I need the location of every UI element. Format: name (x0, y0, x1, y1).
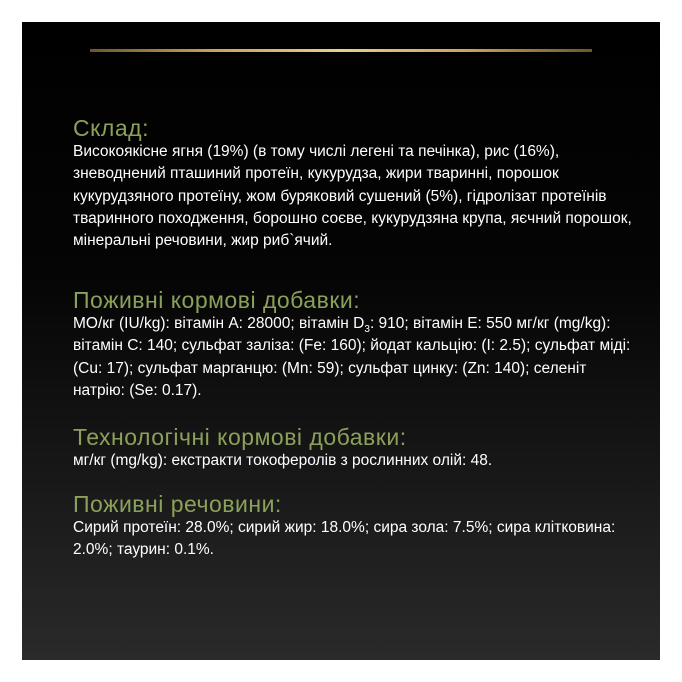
nutritional-additives-text-pre: МО/кг (IU/kg): вітамін А: 28000; вітамін D (73, 315, 365, 332)
nutritional-additives-heading: Поживні кормові добавки: (73, 287, 361, 313)
section-composition (73, 115, 633, 252)
ingredients-panel (22, 22, 660, 660)
nutrients-heading: Поживні речовини: (73, 491, 282, 517)
vitamin-d-subscript: 3 (364, 324, 370, 336)
section-technological-additives (73, 424, 492, 472)
composition-heading: Склад: (73, 115, 149, 141)
technological-additives-heading: Технологічні кормові добавки: (73, 424, 407, 450)
section-nutritional-additives (73, 287, 633, 402)
section-nutrients (73, 491, 633, 562)
composition-text: Високоякісне ягня (19%) (в тому числі легені та печінка), рис (16%), зневоднений пташиний протеїн, кукурудза, жири тваринні, порошок кукурудзяного протеїну, жом буряковий сушений (5%), гідролізат протеїнів тваринного походження, борошно соєве, кукурудзяна крупа, яєчний порошок, мінеральні речовини, жир риб`ячий. (73, 143, 632, 250)
nutrients-text: Сирий протеїн: 28.0%; сирий жир: 18.0%; сира зола: 7.5%; сира клітковина: 2.0%; таурин: 0.1%. (73, 519, 616, 559)
technological-additives-text: мг/кг (mg/kg): екстракти токоферолів з рослинних олій: 48. (73, 452, 493, 469)
nutritional-additives-text-post: : 910; вітамін Е: 550 мг/кг (mg/kg): вітамін С: 140; сульфат заліза: (Fe: 160); йодат кальцію: (I: 2.5); сульфат міді: (Cu: 17); сульфат марганцю: (Mn: 59); сульфат цинку: (Zn: 140); селеніт натрію: (Se: 0.17). (73, 315, 631, 399)
nutritional-additives-text (73, 313, 633, 402)
gold-divider-line (90, 49, 592, 52)
